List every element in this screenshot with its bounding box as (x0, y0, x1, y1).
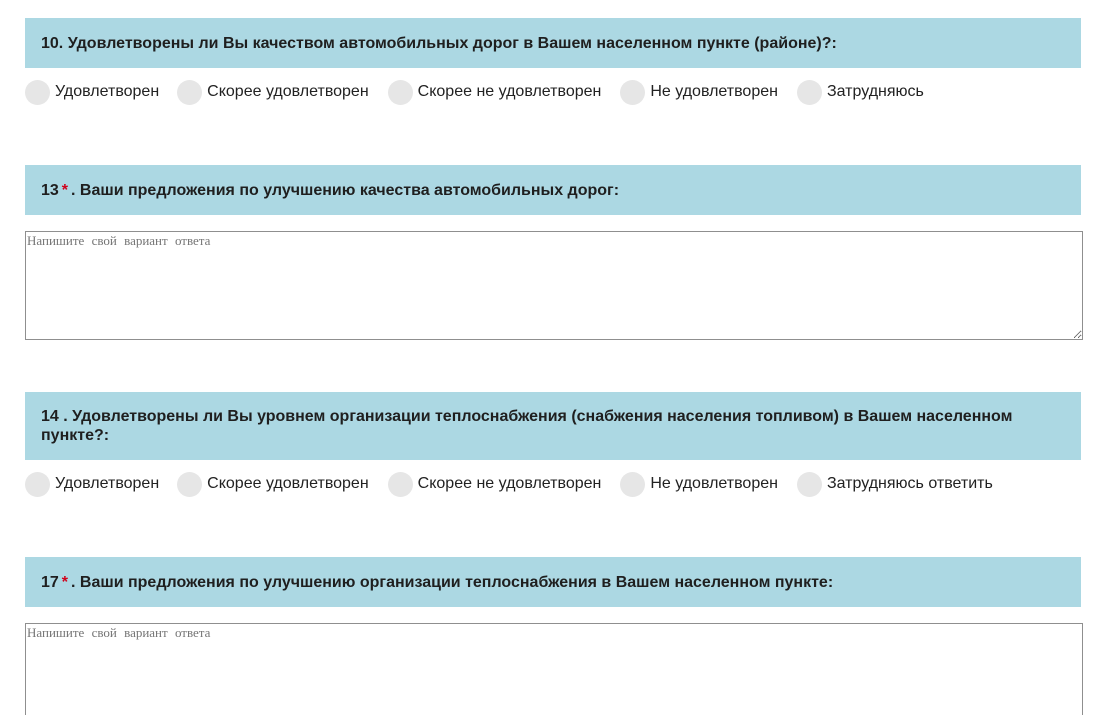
question-text-full (41, 407, 1065, 445)
radio-button[interactable] (25, 472, 50, 497)
question-14-header (25, 392, 1081, 460)
question-number: 13 (41, 181, 59, 199)
question-text: . Удовлетворены ли Вы качеством автомобильных дорог в Вашем населенном пункте (районе)?: (58, 34, 837, 52)
option-label: Скорее удовлетворен (207, 475, 369, 492)
option-satisfied[interactable] (25, 80, 159, 105)
question-10-header (25, 18, 1081, 68)
question-17-answer-textarea[interactable] (25, 623, 1083, 715)
option-satisfied[interactable] (25, 472, 159, 497)
question-number: 10 (41, 34, 59, 52)
option-hard-to-say[interactable] (797, 80, 924, 105)
required-asterisk: * (61, 573, 69, 591)
question-14-options (25, 471, 993, 497)
question-number: 17 (41, 573, 59, 591)
radio-button[interactable] (620, 472, 645, 497)
radio-button[interactable] (797, 80, 822, 105)
option-not-satisfied[interactable] (620, 472, 778, 497)
option-rather-satisfied[interactable] (177, 472, 369, 497)
radio-button[interactable] (797, 472, 822, 497)
required-asterisk: * (61, 181, 69, 199)
question-10-options (25, 79, 924, 105)
question-17-header (25, 557, 1081, 607)
question-number: 14 (41, 408, 59, 425)
option-label: Удовлетворен (55, 475, 160, 492)
option-not-satisfied[interactable] (620, 80, 778, 105)
option-label: Скорее не удовлетворен (417, 475, 602, 492)
option-rather-not-satisfied[interactable] (388, 80, 602, 105)
option-rather-satisfied[interactable] (177, 80, 369, 105)
radio-button[interactable] (25, 80, 50, 105)
question-13-answer-textarea[interactable] (25, 231, 1083, 340)
radio-button[interactable] (388, 472, 413, 497)
option-label: Затрудняюсь ответить (826, 475, 993, 492)
radio-button[interactable] (177, 472, 202, 497)
option-rather-not-satisfied[interactable] (388, 472, 602, 497)
option-label: Не удовлетворен (650, 83, 778, 100)
question-text: . Ваши предложения по улучшению организации теплоснабжения в Вашем населенном пункте: (71, 573, 834, 591)
radio-button[interactable] (388, 80, 413, 105)
question-text: . Удовлетворены ли Вы уровнем организации теплоснабжения (снабжения населения топливом) в Вашем населенном пункте?: (41, 408, 1013, 444)
option-hard-to-answer[interactable] (797, 472, 993, 497)
option-label: Скорее удовлетворен (207, 83, 369, 100)
radio-button[interactable] (620, 80, 645, 105)
radio-button[interactable] (177, 80, 202, 105)
option-label: Не удовлетворен (650, 475, 778, 492)
question-text: . Ваши предложения по улучшению качества автомобильных дорог: (71, 181, 620, 199)
option-label: Затрудняюсь (826, 83, 924, 100)
option-label: Удовлетворен (55, 83, 160, 100)
question-13-header (25, 165, 1081, 215)
option-label: Скорее не удовлетворен (417, 83, 602, 100)
